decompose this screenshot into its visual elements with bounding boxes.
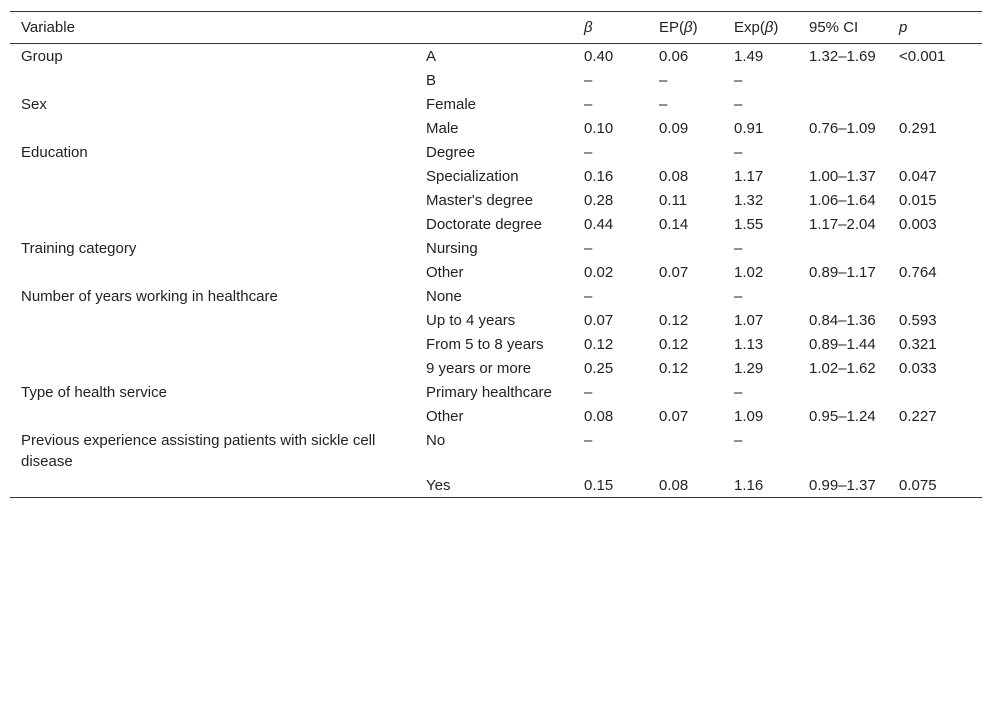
cell-ci xyxy=(798,428,888,473)
cell-category: B xyxy=(426,72,437,89)
cell-ci: 1.32–1.69 xyxy=(809,48,876,65)
cell-beta: 0.07 xyxy=(584,312,614,329)
cell-p: 0.033 xyxy=(899,360,937,377)
cell-beta: 0.25 xyxy=(584,360,614,377)
cell-category: Other xyxy=(426,408,464,425)
cell-variable xyxy=(10,116,415,140)
cell-ep xyxy=(648,380,723,404)
cell-ep: 0.07 xyxy=(659,264,689,281)
cell-category: Female xyxy=(426,96,477,113)
cell-exp: – xyxy=(734,432,743,449)
cell-beta: 0.16 xyxy=(584,168,614,185)
header-p xyxy=(888,12,982,44)
cell-ci: 0.89–1.44 xyxy=(809,336,876,353)
cell-variable: Sex xyxy=(21,96,47,113)
cell-ci xyxy=(798,236,888,260)
cell-p: 0.593 xyxy=(899,312,937,329)
cell-ci: 0.76–1.09 xyxy=(809,120,876,137)
cell-ci: 1.00–1.37 xyxy=(809,168,876,185)
cell-p xyxy=(888,140,982,164)
cell-beta: 0.10 xyxy=(584,120,614,137)
cell-ep: – xyxy=(659,96,668,113)
cell-ci xyxy=(798,284,888,308)
cell-beta: 0.15 xyxy=(584,477,614,494)
cell-ci: 0.84–1.36 xyxy=(809,312,876,329)
header-ep-suffix: ) xyxy=(692,19,698,36)
table-row xyxy=(10,68,982,92)
cell-p: 0.321 xyxy=(899,336,937,353)
table-row xyxy=(10,380,982,404)
header-variable: Variable xyxy=(21,19,75,36)
cell-beta: – xyxy=(584,384,593,401)
cell-p xyxy=(888,92,982,116)
cell-p: 0.075 xyxy=(899,477,937,494)
cell-variable xyxy=(10,332,415,356)
header-exp-symbol: β xyxy=(764,19,774,36)
cell-exp: 1.09 xyxy=(734,408,764,425)
cell-category: Specialization xyxy=(426,168,519,185)
cell-variable xyxy=(10,404,415,428)
cell-exp: 1.17 xyxy=(734,168,764,185)
cell-ci: 0.95–1.24 xyxy=(809,408,876,425)
cell-exp: – xyxy=(734,72,743,89)
header-ep-symbol: β xyxy=(684,19,693,36)
cell-ci: 0.99–1.37 xyxy=(809,477,876,494)
cell-ci: 1.17–2.04 xyxy=(809,216,876,233)
cell-exp: – xyxy=(734,384,743,401)
cell-ep: – xyxy=(659,72,668,89)
cell-category: Other xyxy=(426,264,464,281)
cell-p: <0.001 xyxy=(899,48,946,65)
cell-ep: 0.06 xyxy=(659,48,689,65)
table-row xyxy=(10,308,982,332)
cell-category: Primary healthcare xyxy=(426,384,552,401)
cell-beta: – xyxy=(584,96,593,113)
cell-p: 0.227 xyxy=(899,408,937,425)
cell-ep: 0.07 xyxy=(659,408,689,425)
cell-exp: 1.07 xyxy=(734,312,764,329)
cell-variable xyxy=(10,308,415,332)
cell-ep xyxy=(648,236,723,260)
header-exp xyxy=(723,12,798,44)
cell-exp: – xyxy=(734,96,743,113)
cell-category: Male xyxy=(426,120,459,137)
cell-variable xyxy=(10,473,415,498)
cell-p: 0.764 xyxy=(899,264,937,281)
cell-p: 0.047 xyxy=(899,168,937,185)
table-row xyxy=(10,236,982,260)
cell-exp: 1.49 xyxy=(734,48,764,65)
cell-ep: 0.11 xyxy=(659,192,688,209)
header-row xyxy=(10,12,982,44)
cell-p xyxy=(888,236,982,260)
cell-variable xyxy=(10,356,415,380)
cell-ci xyxy=(798,68,888,92)
cell-category: Up to 4 years xyxy=(426,312,516,329)
cell-ci xyxy=(798,140,888,164)
cell-exp: 1.13 xyxy=(734,336,764,353)
cell-ep: 0.08 xyxy=(659,168,689,185)
cell-p xyxy=(888,284,982,308)
cell-variable: Education xyxy=(21,144,88,161)
header-ci: 95% CI xyxy=(809,19,859,36)
cell-ep: 0.12 xyxy=(659,336,689,353)
table-row xyxy=(10,92,982,116)
cell-ci: 1.02–1.62 xyxy=(809,360,876,377)
cell-beta: 0.02 xyxy=(584,264,614,281)
table-row xyxy=(10,404,982,428)
cell-ep: 0.12 xyxy=(659,360,689,377)
cell-category: Nursing xyxy=(426,240,478,257)
cell-exp: 1.32 xyxy=(734,192,764,209)
cell-p xyxy=(888,428,982,473)
cell-exp: 0.91 xyxy=(734,120,764,137)
regression-table xyxy=(10,11,982,498)
cell-exp: 1.55 xyxy=(734,216,764,233)
table-row xyxy=(10,284,982,308)
table-row xyxy=(10,188,982,212)
header-beta-symbol: β xyxy=(584,19,593,36)
cell-beta: 0.08 xyxy=(584,408,614,425)
cell-p: 0.291 xyxy=(899,120,937,137)
cell-ci xyxy=(798,380,888,404)
cell-ep: 0.12 xyxy=(659,312,689,329)
cell-variable: Number of years working in healthcare xyxy=(21,288,278,305)
cell-variable xyxy=(10,68,415,92)
table-row xyxy=(10,356,982,380)
cell-category: 9 years or more xyxy=(426,360,532,377)
cell-ep: 0.14 xyxy=(659,216,689,233)
header-category xyxy=(415,12,573,44)
cell-ep xyxy=(648,284,723,308)
cell-p xyxy=(888,380,982,404)
header-exp-prefix: Exp( xyxy=(734,19,765,36)
cell-variable xyxy=(10,164,415,188)
cell-beta: 0.12 xyxy=(584,336,614,353)
cell-ep xyxy=(648,428,723,473)
cell-ep xyxy=(648,140,723,164)
table-row xyxy=(10,260,982,284)
table-row xyxy=(10,140,982,164)
cell-variable xyxy=(10,188,415,212)
cell-variable: Type of health service xyxy=(21,384,167,401)
table-row xyxy=(10,116,982,140)
cell-p: 0.003 xyxy=(899,216,937,233)
cell-category: A xyxy=(426,48,437,65)
cell-variable: Training category xyxy=(21,240,137,257)
table-row xyxy=(10,332,982,356)
header-exp-suffix: ) xyxy=(773,19,779,36)
cell-category: Yes xyxy=(426,477,451,494)
cell-beta: 0.44 xyxy=(584,216,614,233)
cell-category: Doctorate degree xyxy=(426,216,542,233)
cell-variable xyxy=(10,212,415,236)
cell-ci: 0.89–1.17 xyxy=(809,264,876,281)
cell-beta: – xyxy=(584,288,593,305)
cell-variable xyxy=(10,260,415,284)
cell-exp: – xyxy=(734,144,743,161)
cell-p xyxy=(888,68,982,92)
table-body xyxy=(10,44,982,498)
cell-category: No xyxy=(426,432,446,449)
cell-ci: 1.06–1.64 xyxy=(809,192,876,209)
table-row xyxy=(10,164,982,188)
header-ep xyxy=(648,12,723,44)
table-header xyxy=(10,12,982,44)
cell-p: 0.015 xyxy=(899,192,937,209)
cell-variable: Group xyxy=(21,48,63,65)
cell-beta: – xyxy=(584,240,593,257)
cell-ep: 0.09 xyxy=(659,120,689,137)
cell-exp: – xyxy=(734,240,743,257)
cell-category: Master's degree xyxy=(426,192,534,209)
cell-beta: – xyxy=(584,432,593,449)
header-beta xyxy=(573,12,648,44)
cell-beta: 0.28 xyxy=(584,192,614,209)
cell-category: Degree xyxy=(426,144,476,161)
cell-exp: 1.02 xyxy=(734,264,764,281)
cell-ci xyxy=(798,92,888,116)
cell-beta: – xyxy=(584,144,593,161)
cell-beta: 0.40 xyxy=(584,48,614,65)
cell-variable: Previous experience assisting patients with sickle cell disease xyxy=(21,432,376,470)
regression-table-container xyxy=(10,11,982,498)
table-row xyxy=(10,473,982,498)
cell-exp: 1.16 xyxy=(734,477,764,494)
cell-beta: – xyxy=(584,72,593,89)
header-ep-prefix: EP( xyxy=(659,19,685,36)
table-row xyxy=(10,44,982,69)
cell-category: From 5 to 8 years xyxy=(426,336,544,353)
table-row xyxy=(10,212,982,236)
cell-exp: – xyxy=(734,288,743,305)
cell-category: None xyxy=(426,288,462,305)
header-p-symbol: p xyxy=(899,19,908,36)
cell-exp: 1.29 xyxy=(734,360,764,377)
cell-ep: 0.08 xyxy=(659,477,689,494)
table-row xyxy=(10,428,982,473)
